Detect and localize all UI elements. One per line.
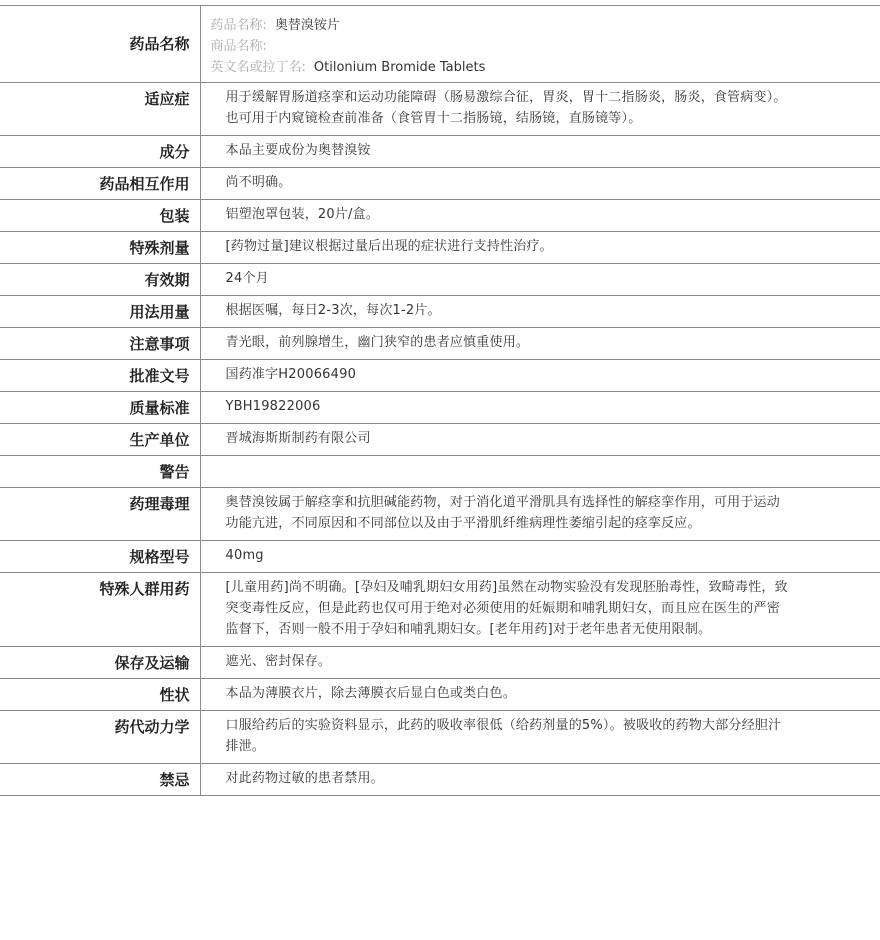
value-cell [200, 264, 880, 296]
value-cell [200, 136, 880, 168]
row-label: 药品相互作用 [99, 175, 190, 193]
row-label: 包装 [159, 207, 190, 225]
label-cell [0, 328, 200, 360]
label-cell [0, 541, 200, 573]
label-cell [0, 573, 200, 647]
row-value: 用于缓解胃肠道痉挛和运动功能障碍（肠易激综合征，胃炎，胃十二指肠炎，肠炎，食管病变）。也可用于内窥镜检查前准备（食管胃十二指肠镜，结肠镜，直肠镜等）。 [225, 90, 787, 126]
value-cell [200, 200, 880, 232]
spec-row [0, 200, 880, 232]
row-value: 青光眼，前列腺增生，幽门狭窄的患者应慎重使用。 [225, 335, 530, 350]
row-label: 特殊剂量 [129, 239, 190, 257]
row-value [226, 456, 791, 487]
row-label: 适应症 [144, 90, 190, 108]
spec-row [0, 456, 880, 488]
generic-name-line [211, 6, 791, 36]
row-label: 性状 [159, 686, 190, 704]
label-cell [0, 83, 200, 136]
row-value: 晋城海斯斯制药有限公司 [225, 431, 371, 446]
value-cell [200, 296, 880, 328]
spec-row [0, 168, 880, 200]
value-cell [200, 456, 880, 488]
spec-row [0, 360, 880, 392]
spec-row [0, 328, 880, 360]
value-cell [200, 328, 880, 360]
row-value: YBH19822006 [225, 399, 321, 414]
row-value: 国药准字H20066490 [225, 367, 357, 382]
value-cell [200, 424, 880, 456]
spec-row [0, 232, 880, 264]
label-cell [0, 456, 200, 488]
row-label: 用法用量 [129, 303, 190, 321]
row-value: [药物过量]建议根据过量后出现的症状进行支持性治疗。 [225, 239, 553, 254]
row-value: 口服给药后的实验资料显示，此药的吸收率很低（给药剂量的5%）。被吸收的药物大部分经胆汁排泄。 [225, 718, 782, 754]
row-value: 铝塑泡罩包装，20片/盒。 [225, 207, 380, 222]
value-cell [200, 83, 880, 136]
label-cell [0, 296, 200, 328]
generic-name-key: 药品名称: [210, 18, 267, 33]
spec-row [0, 647, 880, 679]
drug-info-table-body [0, 6, 880, 796]
label-cell [0, 764, 200, 796]
row-label: 药理毒理 [129, 495, 190, 513]
trade-name-line [211, 36, 791, 57]
row-label: 禁忌 [159, 771, 190, 789]
value-cell [200, 647, 880, 679]
value-cell [200, 232, 880, 264]
value-cell [200, 764, 880, 796]
label-cell [0, 6, 200, 83]
row-value: 对此药物过敏的患者禁用。 [225, 771, 384, 786]
label-cell [0, 136, 200, 168]
row-value: 40mg [225, 548, 264, 563]
row-label: 生产单位 [129, 431, 190, 449]
row-label: 质量标准 [129, 399, 190, 417]
spec-row [0, 711, 880, 764]
row-value: 遮光、密封保存。 [225, 654, 332, 669]
spec-row [0, 764, 880, 796]
generic-name-value: 奥替溴铵片 [274, 18, 340, 33]
spec-row [0, 296, 880, 328]
value-cell [200, 573, 880, 647]
label-cell [0, 679, 200, 711]
row-value: 本品主要成份为奥替溴铵 [225, 143, 371, 158]
english-name-value: Otilonium Bromide Tablets [313, 60, 486, 75]
row-value: 24个月 [225, 271, 269, 286]
row-label: 规格型号 [129, 548, 190, 566]
row-label: 成分 [159, 143, 190, 161]
trade-name-key: 商品名称: [210, 39, 267, 54]
label-cell [0, 392, 200, 424]
value-cell [200, 360, 880, 392]
row-value: 根据医嘱，每日2-3次，每次1-2片。 [225, 303, 441, 318]
label-cell [0, 647, 200, 679]
label-cell [0, 711, 200, 764]
drug-info-table [0, 5, 880, 796]
row-value: [儿童用药]尚不明确。[孕妇及哺乳期妇女用药]虽然在动物实验没有发现胚胎毒性，致畸毒性，致突变毒性反应，但是此药也仅可用于绝对必须使用的妊娠期和哺乳期妇女，而且应在医生的严密监督下，否则一般不用于孕妇和哺乳期妇女。[老年用药]对于老年患者无使用限制。 [225, 580, 788, 637]
value-cell [200, 679, 880, 711]
label-cell [0, 488, 200, 541]
value-cell [200, 541, 880, 573]
row-value: 奥替溴铵属于解痉挛和抗胆碱能药物，对于消化道平滑肌具有选择性的解痉挛作用，可用于运动功能亢进，不同原因和不同部位以及由于平滑肌纤维病理性萎缩引起的痉挛反应。 [225, 495, 780, 531]
spec-row [0, 488, 880, 541]
row-drug-name [0, 6, 880, 83]
value-cell [200, 392, 880, 424]
label-cell [0, 232, 200, 264]
label-cell [0, 360, 200, 392]
spec-row [0, 679, 880, 711]
row-value: 尚不明确。 [225, 175, 292, 190]
row-label: 药代动力学 [114, 718, 190, 736]
row-label: 批准文号 [129, 367, 190, 385]
row-label: 特殊人群用药 [99, 580, 190, 598]
row-value: 本品为薄膜衣片，除去薄膜衣后显白色或类白色。 [225, 686, 516, 701]
spec-row [0, 83, 880, 136]
row-label: 有效期 [144, 271, 190, 289]
row-label: 注意事项 [129, 335, 190, 353]
value-cell [200, 711, 880, 764]
english-name-line [211, 57, 791, 82]
spec-row [0, 541, 880, 573]
value-cell [200, 6, 880, 83]
label-cell [0, 424, 200, 456]
spec-row [0, 136, 880, 168]
english-name-key: 英文名或拉丁名: [210, 60, 306, 75]
spec-row [0, 264, 880, 296]
spec-row [0, 424, 880, 456]
spec-row [0, 392, 880, 424]
row-label: 保存及运输 [114, 654, 190, 672]
row-label: 警告 [159, 463, 190, 481]
label-cell [0, 168, 200, 200]
label-cell [0, 200, 200, 232]
label-cell [0, 264, 200, 296]
row-label-drug-name: 药品名称 [129, 35, 190, 53]
spec-row [0, 573, 880, 647]
value-cell [200, 168, 880, 200]
value-cell [200, 488, 880, 541]
